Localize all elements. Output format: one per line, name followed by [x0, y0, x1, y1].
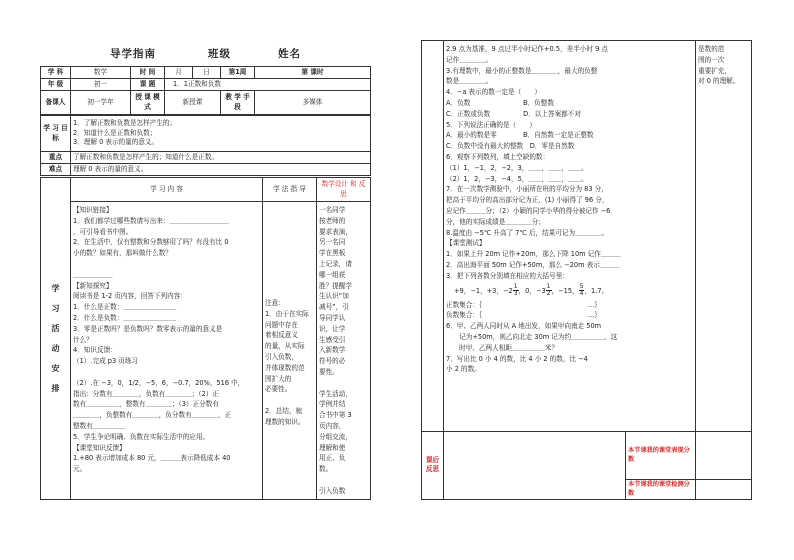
number-item: +3: [486, 286, 497, 295]
guide-line: [265, 395, 314, 406]
number-item: 1.7: [591, 286, 602, 295]
topic-value: 1．1正数和负数: [165, 79, 371, 91]
lesson-type-value: 新授课: [165, 91, 221, 115]
design-line: 识，让学: [319, 324, 346, 333]
preparer-label: 备课人: [41, 91, 71, 115]
right-page: [421, 40, 751, 500]
content-line: 2．在生活中，仅有整数和分数够用了吗？有没有比 0: [73, 238, 229, 247]
content-line: 4．知识反馈：: [73, 346, 117, 355]
guide-line: 并体现数的范: [265, 363, 305, 372]
difficulty-label: 难点: [41, 164, 71, 176]
exercise-line: A．最小的数是零 B．自然数一定是正整数: [446, 131, 594, 140]
content-line: 【知识链接】: [73, 206, 113, 214]
number-item: −2: [502, 286, 513, 295]
exercise-line: 7．写出比 0 小 4 的数，比 4 小 2 的数，比 −4: [446, 354, 588, 363]
classroom-test-score: 本节课我的课堂检测分数: [626, 479, 696, 499]
exercise-line: 5．下列说法正确的是（ ）: [446, 120, 536, 129]
content-line: （2）.在 −3，0，1/2，−5，6，−0.7，20%，516 中，: [73, 378, 245, 387]
content-line: 1.+80 表示增加成本 80 元，＿＿＿表示降低成本 40: [73, 454, 231, 463]
design-cell: [317, 202, 371, 500]
class-label: 班级: [208, 48, 231, 60]
guide-line: 的量，从实际: [265, 342, 305, 351]
key-text: 了解正数和负数是怎样产生的；知道什么是正数。: [71, 152, 371, 164]
content-line: [73, 367, 260, 378]
exercise-line: 2．高出海平面 50m 记作+50m，那么 −20m 表示＿＿＿: [446, 260, 620, 269]
content-line: 1．我们都学过哪些数请写出来：＿＿＿＿＿＿＿＿＿: [73, 216, 229, 225]
exercise-line: C．负数中没有最大的整数 D．零是自然数: [446, 142, 575, 151]
guide-header: 学 法 指 导: [263, 178, 317, 202]
design-line: [319, 475, 368, 486]
design-line: 要性。: [319, 367, 339, 376]
note-line: 对 0 的理解。: [698, 77, 740, 86]
content-line: 元。: [73, 465, 87, 474]
content-line: 数有＿＿＿＿＿，整数有＿＿＿＿；（3）正分数有: [73, 400, 219, 409]
note-line: 围的一次: [698, 55, 725, 64]
guide-line: 围扩大的: [265, 374, 292, 383]
method-value: 多媒体: [255, 91, 371, 115]
design-line: 学在黑板: [319, 249, 346, 258]
number-item: −15: [558, 286, 573, 295]
activity-side-label: 学 习 活 动 安 排: [41, 178, 71, 500]
time-label: 时 间: [131, 67, 165, 79]
classroom-test-value: [696, 479, 752, 499]
lesson-type-label: 授 课 模 式: [131, 91, 165, 115]
design-line: 入新数学: [319, 346, 346, 355]
exercise-line: 应记作＿＿＿分；（2）小颖的同学小华的得分被记作 −6: [446, 206, 611, 215]
guide-line: 着相反意义: [265, 331, 298, 340]
design-line: 学例并结: [319, 400, 346, 409]
info-table: [40, 66, 371, 115]
fraction: $\frac{5}{4}$: [579, 283, 584, 298]
right-content-cell: [444, 41, 696, 432]
design-line: 引入负数: [319, 486, 346, 495]
content-line: [73, 259, 260, 270]
content-line: ＿＿＿＿＿＿: [73, 270, 113, 279]
guide-line: 注意：: [265, 299, 285, 307]
exercise-line: 数是＿＿＿＿。: [446, 77, 493, 86]
objectives-list: [71, 116, 371, 152]
design-line: [319, 378, 368, 389]
right-table: [421, 40, 752, 500]
classroom-performance-value: [696, 431, 752, 479]
fraction: $\frac{1}{3}$: [513, 283, 518, 298]
design-line: 符号的必: [319, 357, 346, 366]
design-line: 生感受引: [319, 335, 346, 344]
content-line: 5．学生争论明确、负数在实际生活中的应用。: [73, 432, 210, 441]
content-line: 1．什么是正数：＿＿＿＿＿＿＿＿: [73, 303, 177, 312]
fraction: $\frac{1}{2}$: [546, 283, 551, 298]
exercise-line: 记作＿＿＿＿。: [446, 55, 493, 64]
difficulty-text: 理解 0 表示的量的意义。: [71, 164, 371, 176]
design-line: 数。: [319, 465, 333, 474]
left-page: [40, 40, 370, 500]
content-line: ，可引导看书中图。: [73, 227, 133, 236]
guide-line: 1．由于在实际: [265, 309, 309, 318]
exercise-line: （2）1，2，−3，−4，5，＿＿，＿＿，＿＿。: [446, 174, 588, 183]
design-line: 生认识“加: [319, 292, 349, 301]
exercise-line: 记为+50m，则乙向北走 30m 记为约＿＿＿＿＿，这: [446, 332, 618, 341]
design-line: 哪一组获: [319, 270, 346, 279]
design-line: 上记录，请: [319, 259, 352, 268]
exercise-line: 7．在一次数学测验中，小丽所在班的平均分为 83 分，: [446, 185, 608, 194]
exercise-line: 6．甲、乙两人同时从 A 地出发，如果甲向南走 50m: [446, 322, 602, 331]
right-side-blank: [422, 41, 444, 432]
exercise-line: 时甲、乙两人相距＿＿＿＿＿米？: [446, 343, 559, 352]
exercise-line: 2.9 点为基准，9 点过半小时记作+0.5，差半小时 9 点: [446, 45, 608, 53]
exercise-line: A．负数 B．负整数: [446, 98, 554, 107]
content-cell: [71, 202, 263, 500]
method-label: 教 学 手 段: [221, 91, 255, 115]
design-line: 按老师的: [319, 216, 346, 225]
exercise-line: 【课堂测试】: [446, 239, 486, 248]
period-label: 第 课时: [255, 67, 371, 79]
month: 月: [165, 67, 193, 79]
number-item: +9: [454, 286, 464, 295]
guide-line: 必要性。: [265, 385, 292, 394]
guide-line: 2．总结，梳: [265, 406, 303, 415]
day: 日: [193, 67, 221, 79]
after-class-blank: [444, 431, 626, 499]
content-line: 【课堂知识反馈】: [73, 443, 126, 452]
content-line: 什么？: [73, 335, 93, 344]
objective-item: 1．了解正数和负数是怎样产生的；: [73, 119, 177, 128]
note-line: 是数的范: [698, 45, 725, 53]
content-header: 学 习 内 容: [71, 178, 263, 202]
exercise-line: 1．如果上升 20m 记作+20m，那么下降 10m 记作＿＿＿: [446, 250, 621, 259]
guide-line: 问题中存在: [265, 320, 298, 329]
preparer-value: 初一学年: [71, 91, 131, 115]
exercise-line: C．正数或负数 D．以上答案都不对: [446, 109, 581, 118]
exercise-line: 3.有理数中，最小的正整数是＿＿＿＿，最大的负整: [446, 66, 598, 75]
content-line: 2．什么是负数：＿＿＿＿＿＿＿＿: [73, 313, 177, 322]
design-header: 数学设计 和 反 思: [317, 178, 371, 202]
guide-line: 引入负数，: [265, 352, 298, 361]
content-line: （1）.完成 p3 页练习: [73, 357, 139, 366]
classroom-performance-score: 本节课我的课堂表现分数: [626, 431, 696, 479]
set-line: 正数集合：｛ …｝: [446, 300, 601, 309]
design-line: 另一名同: [319, 238, 346, 247]
design-line: 减号”，引: [319, 303, 349, 312]
design-line: 导同学认: [319, 313, 346, 322]
design-line: 要求表演，: [319, 227, 352, 236]
goals-table: [40, 115, 371, 176]
design-line: 用正、负: [319, 454, 346, 463]
design-line: 胜？提醒学: [319, 281, 352, 290]
subject-label: 学 科: [41, 67, 71, 79]
number-item: −3: [535, 286, 546, 295]
guide-cell: [263, 202, 317, 500]
objective-item: 3．理解 0 表示的量的意义。: [73, 138, 159, 147]
content-line: 整数有＿＿＿＿＿: [73, 421, 126, 430]
grade-value: 初一: [71, 79, 131, 91]
exercise-line: 把高于平均分的高出部分记为正，(1) 小丽得了 96 分，: [446, 196, 609, 205]
objectives-label: 学 习 目 标: [41, 116, 71, 152]
design-line: 页内容，: [319, 421, 346, 430]
design-line: 一名同学: [319, 206, 346, 214]
number-list: +9，−1，+3，−2 $\frac{1}{3}$ ，0，−3 $\frac{1}{2}$ ，−15， $\frac{5}{4}$ ，1.7。: [454, 283, 609, 298]
page-title: 导学指南: [110, 48, 156, 60]
exercise-line: 8.温度由 −5℃ 升高了 7℃ 后，结果可记为＿＿＿＿。: [446, 228, 609, 237]
design-line: 分组交流，: [319, 432, 352, 441]
set-line: 负数集合：｛ …｝: [446, 311, 601, 320]
content-line: 3．零是正数吗？是负数吗？数零表示的量的意义是: [73, 324, 223, 333]
content-line: 【新知探究】: [73, 281, 113, 290]
activity-table: [40, 177, 371, 500]
topic-label: 课 题: [131, 79, 165, 91]
guide-line: 理数的知识。: [265, 417, 305, 426]
number-item: 0: [525, 286, 530, 295]
subject-value: 数学: [71, 67, 131, 79]
design-line: 合书中第 3: [319, 411, 352, 420]
exercise-line: 6．观察下列数列，填上空缺的数：: [446, 152, 550, 161]
design-line: 学生活动，: [319, 389, 352, 398]
exercise-line: 3．把下列各数分别填在相应的大括号里：: [446, 271, 569, 280]
note-line: 重要扩充，: [698, 66, 731, 75]
exercise-line: 分，他的实际成绩是＿＿＿＿分；: [446, 217, 545, 226]
key-label: 重点: [41, 152, 71, 164]
content-line: 小的数？如果有，那叫做什么数？: [73, 249, 172, 258]
design-line: 理解和使: [319, 443, 346, 452]
exercise-line: 小 2 的数。: [446, 365, 481, 374]
exercise-line: 4．−a 表示的数一定是（ ）: [446, 88, 541, 97]
exercise-line: （1）1，−1，2，−2，3，＿＿，＿＿，＿＿。: [446, 163, 588, 172]
name-label: 姓名: [278, 48, 301, 60]
content-line: ＿＿＿＿，负整数有＿＿＿＿，负分数有＿＿＿＿，正: [73, 411, 232, 420]
after-class-label: 课后 反思: [422, 431, 444, 499]
content-line: 阅读书是 1-2 页内容，回答下列内容：: [73, 292, 187, 301]
week: 第1周: [221, 67, 255, 79]
right-notes-cell: [696, 41, 752, 432]
number-item: −1: [470, 286, 481, 295]
content-line: 指出：分数有＿＿＿＿，负数有＿＿＿＿；（2）正: [73, 389, 219, 398]
objective-item: 2．知道什么是正数和负数；: [73, 128, 157, 137]
grade-label: 年 级: [41, 79, 71, 91]
